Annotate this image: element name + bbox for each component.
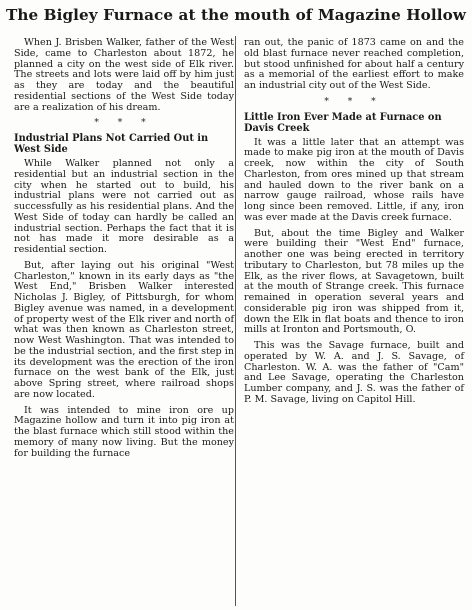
paragraph: While Walker planned not only a residential but an industrial section in the city when he started out to build, his industrial plans were not carried out as successfully as his residential plans. And the West Side of today can hardly be called an industrial section. Perhaps the fact that it is not has made it more desirable as a residential section.: [14, 158, 234, 255]
paragraph: It was intended to mine iron ore up Magazine hollow and turn it into pig iron at the blast furnace which still stood within the memory of many now living. But the money for building the furnace: [14, 404, 234, 459]
headline: The Bigley Furnace at the mouth of Magazine Hollow: [5, 6, 467, 24]
left-column: [14, 38, 234, 464]
subheading: Industrial Plans Not Carried Out in West Side: [14, 133, 209, 155]
subheading: Little Iron Ever Made at Furnace on Davis Creek: [244, 111, 442, 134]
paragraph: This was the Savage furnace, built and operated by W. A. and J. S. Savage, of Charleston. W. A. was the father of "Cam" and Lee Savage, operating the Charleston Lumber company, and J. S. was the father of P. M. Savage, living on Capitol Hill.: [244, 340, 464, 405]
section-separator: * * *: [94, 118, 154, 129]
section-separator: * * *: [324, 96, 384, 107]
paragraph: When J. Brisben Walker, father of the West Side, came to Charleston about 1872, he planned a city on the west side of Elk river. The streets and lots were laid off by him just as they are today and the beautiful residential sections of the West Side today are a realization of his dream.: [14, 37, 234, 113]
column-divider: [235, 36, 236, 606]
paragraph: But, after laying out his original "West Charleston," known in its early days as "the West End," Brisben Walker interested Nicholas J. Bigley, of Pittsburgh, for whom Bigley avenue was named, in a development of property west of the Elk river and north of what was then known as Charleston street, now West Washington. That was intended to be the industrial section, and the first step in its development was the erection of the iron furnace on the west bank of the Elk, just above Spring street, where railroad shops are now located.: [14, 259, 234, 400]
paragraph: But, about the time Bigley and Walker were building their "West End" furnace, another one was being erected in territory tributary to Charleston, but 78 miles up the Elk, as the river flows, at Savagetown, built at the mouth of Strange creek. This furnace remained in operation several years and considerable pig iron was shipped from it, down the Elk in flat boats and thence to iron mills at Ironton and Portsmouth, O.: [244, 227, 464, 336]
right-column: [244, 38, 464, 411]
paragraph: It was a little later that an attempt was made to make pig iron at the mouth of Davis creek, now within the city of South Charleston, from ores mined up that stream and hauled down to the river bank on a narrow gauge railroad, whose rails have long since been removed. Little, if any, iron was ever made at the Davis creek furnace.: [244, 136, 464, 223]
paragraph-continued: ran out, the panic of 1873 came on and the old blast furnace never reached completion, but stood unfinished for about half a century as a memorial of the earliest effort to make an industrial city out of the West Side.: [244, 37, 464, 91]
